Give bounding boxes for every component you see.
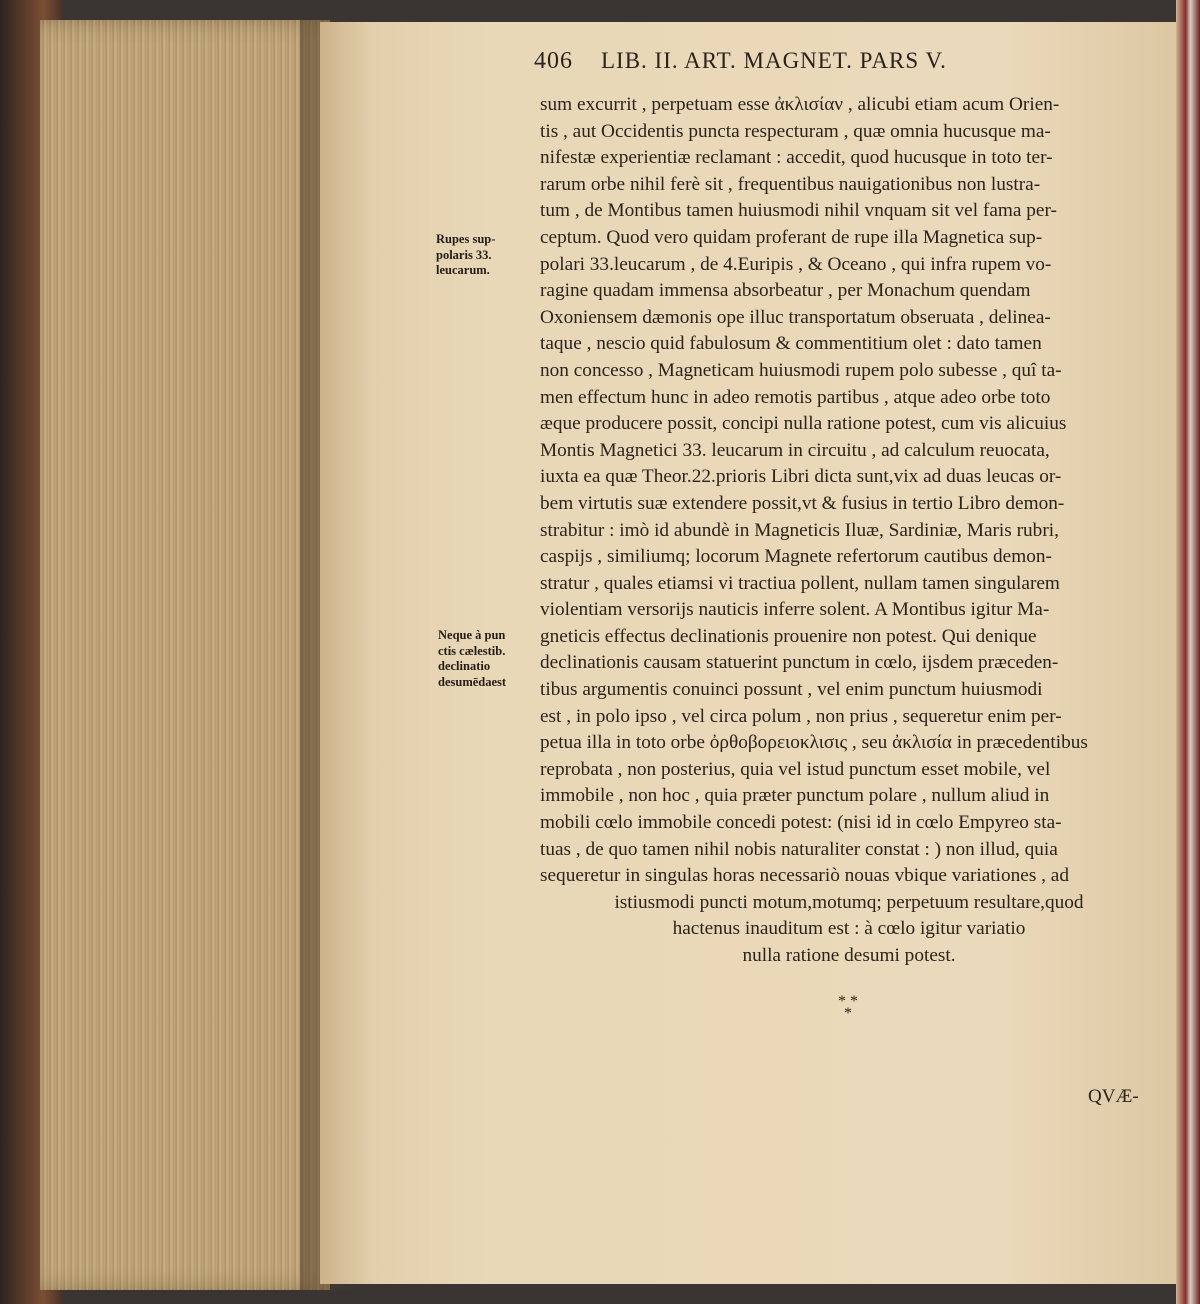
- text-line: strabitur : imò id abundè in Magneticis Iluæ, Sardiniæ, Maris rubri,: [540, 519, 1059, 541]
- text-line: taque , nescio quid fabulosum & commentitium olet : dato tamen: [540, 333, 1042, 355]
- text-line: tuas , de quo tamen nihil nobis naturaliter constat : ) non illud, quia: [540, 838, 1058, 860]
- text-line: nifestæ experientiæ reclamant : accedit, quod hucusque in toto ter-: [540, 147, 1053, 169]
- page-block-fore-edge: [40, 20, 330, 1290]
- text-line: sum excurrit , perpetuam esse ἀκλισίαν , alicubi etiam acum Orien-: [540, 94, 1060, 115]
- text-line: men effectum hunc in adeo remotis partibus , atque adeo orbe toto: [540, 386, 1051, 408]
- text-line: tibus argumentis conuinci possunt , vel enim punctum huiusmodi: [540, 679, 1043, 701]
- text-line: Montis Magnetici 33. leucarum in circuitu , ad calculum reuocata,: [540, 439, 1050, 461]
- text-line: stratur , quales etiamsi vi tractiua pollent, nullam tamen singularem: [540, 572, 1060, 594]
- text-line: bem virtutis suæ extendere possit,vt & fusius in tertio Libro demon-: [540, 492, 1065, 514]
- text-line: polari 33.leucarum , de 4.Euripis , & Oceano , qui infra rupem vo-: [540, 253, 1052, 275]
- text-line: æque producere possit, concipi nulla ratione potest, cum vis alicuius: [540, 413, 1067, 435]
- text-line: tum , de Montibus tamen huiusmodi nihil vnquam sit vel fama per-: [540, 200, 1057, 222]
- text-line: non concesso , Magneticam huiusmodi rupem polo subesse , quî ta-: [540, 359, 1062, 381]
- catchword: QVÆ-: [1088, 1086, 1139, 1107]
- text-line: rarum orbe nihil ferè sit , frequentibus nauigationibus non lustra-: [540, 173, 1041, 195]
- text-line: sequeretur in singulas horas necessariò nouas vbique variationes , ad: [540, 865, 1070, 887]
- text-line: est , in polo ipso , vel circa polum , non prius , sequeretur enim per-: [540, 705, 1062, 727]
- text-line: Oxoniensem dæmonis ope illuc transportatum obseruata , delinea-: [540, 306, 1051, 328]
- running-title: LIB. II. ART. MAGNET. PARS V.: [601, 48, 947, 73]
- main-text: [540, 92, 1158, 970]
- asterism-ornament: * * *: [838, 993, 858, 1022]
- text-line: iuxta ea quæ Theor.22.prioris Libri dicta sunt,vix ad duas leucas or-: [540, 466, 1062, 488]
- text-line-tail: hactenus inauditum est : à cœlo igitur variatio: [672, 918, 1026, 940]
- text-line-tail: istiusmodi puncti motum,motumq; perpetuum resultare,quod: [614, 891, 1084, 913]
- text-line: ragine quadam immensa absorbeatur , per Monachum quendam: [540, 280, 1031, 302]
- page-number: 406: [534, 48, 573, 74]
- text-line: petua illa in toto orbe ὀρθοβορειοκλισις , seu ἀκλισία in præcedentibus: [540, 732, 1088, 754]
- text-line: caspijs , similiumq; locorum Magnete refertorum cautibus demon-: [540, 546, 1052, 568]
- text-line: violentiam versorijs nauticis inferre solent. A Montibus igitur Ma-: [540, 599, 1050, 621]
- text-line: immobile , non hoc , quia præter punctum polare , nullum aliud in: [540, 785, 1050, 807]
- text-line-tail: nulla ratione desumi potest.: [742, 945, 956, 966]
- right-page-edge: [1176, 0, 1200, 1304]
- text-line: mobili cœlo immobile concedi potest: (nisi id in cœlo Empyreo sta-: [540, 812, 1062, 834]
- text-line: declinationis causam statuerint punctum in cœlo, ijsdem præceden-: [540, 652, 1059, 674]
- marginal-note-rupes: Rupes sup- polaris 33. leucarum.: [436, 232, 496, 277]
- running-header: [534, 48, 1094, 75]
- text-line: gneticis effectus declinationis prouenire non potest. Qui denique: [540, 625, 1037, 647]
- text-line: tis , aut Occidentis puncta respecturam , quæ omnia hucusque ma-: [540, 120, 1051, 142]
- marginal-note-neque: Neque à pun ctis cælestib. declinatio desumēdaest: [438, 628, 507, 689]
- text-line: reprobata , non posterius, quia vel istud punctum esset mobile, vel: [540, 758, 1051, 780]
- text-line: ceptum. Quod vero quidam proferant de rupe illa Magnetica sup-: [540, 226, 1043, 248]
